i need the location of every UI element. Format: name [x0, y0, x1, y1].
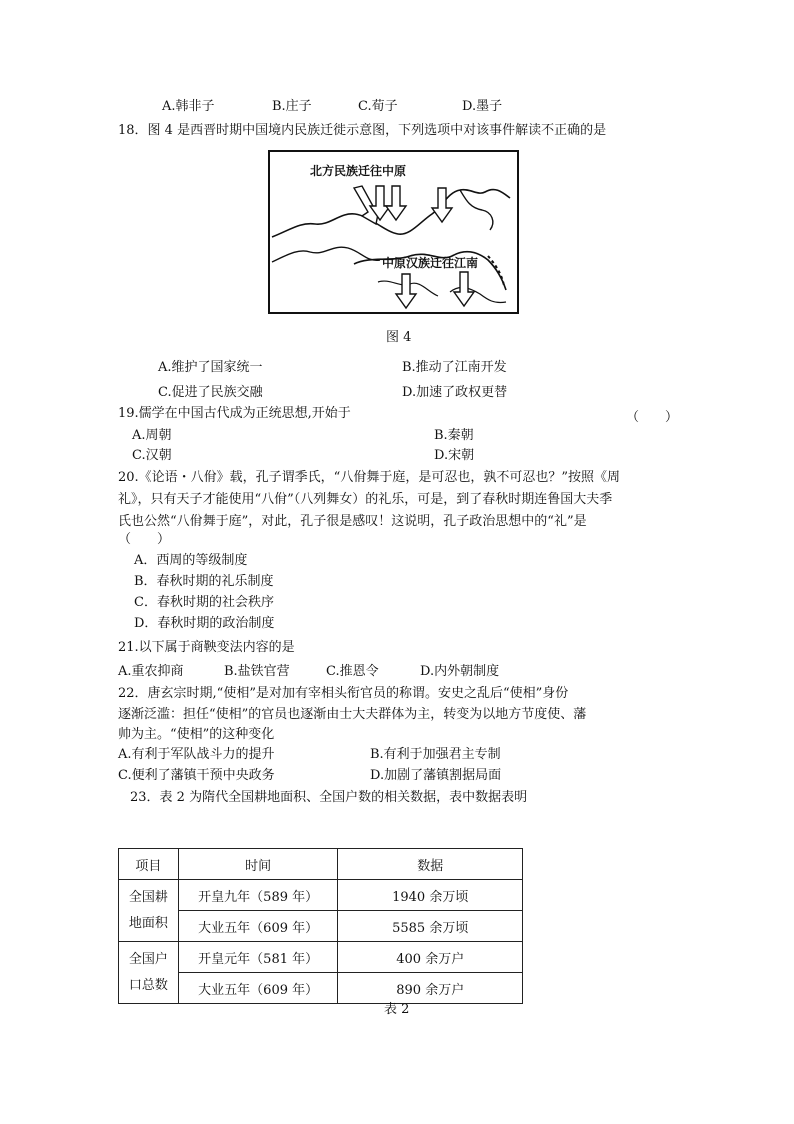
q21-stem: 21.以下属于商鞅变法内容的是 [118, 640, 295, 655]
q17-option-d: D.墨子 [462, 99, 503, 114]
q18-option-a: A.维护了国家统一 [158, 360, 263, 375]
q18-option-c: C.促进了民族交融 [158, 385, 263, 400]
q21-option-c: C.推恩令 [326, 664, 379, 679]
group-label-line: 地面积 [128, 915, 168, 931]
q18-stem: 18．图 4 是西晋时期中国境内民族迁徙示意图，下列选项中对该事件解读不正确的是 [118, 123, 607, 138]
q20-stem-line-1: 20.《论语・八佾》载，孔子谓季氏，“八佾舞于庭，是可忍也，孰不可忍也？”按照《周 [118, 470, 620, 485]
q23-stem: 23．表 2 为隋代全国耕地面积、全国户数的相关数据，表中数据表明 [130, 790, 528, 805]
q17-option-a: A.韩非子 [162, 99, 215, 114]
q20-stem-line-2: 礼》，只有天子才能使用“八佾”（八列舞女）的礼乐，可是，到了春秋时期连鲁国大夫季 [118, 492, 613, 507]
group-label-line: 口总数 [128, 977, 168, 993]
q22-stem-line-1: 22．唐玄宗时期,“使相”是对加有宰相头衔官员的称谓。安史之乱后“使相”身份 [118, 686, 569, 701]
q20-option-c: C．春秋时期的社会秩序 [134, 595, 274, 610]
arrow-south-1 [396, 274, 416, 308]
table-header-row [119, 849, 523, 880]
south-arrows [396, 272, 474, 308]
q19-option-d: D.宋朝 [434, 448, 475, 463]
table-header-cell: 项目 [119, 849, 179, 880]
data-table [118, 848, 523, 1004]
group-label-line: 全国耕 [128, 889, 168, 905]
q22-option-d: D.加剧了藩镇割据局面 [370, 768, 502, 783]
table-cell-value: 400 余万户 [338, 942, 523, 973]
q18-option-b: B.推动了江南开发 [402, 360, 507, 375]
table-caption: 表 2 [384, 1002, 410, 1017]
q19-option-b: B.秦朝 [434, 428, 474, 443]
q20-answer-blank: （ ） [118, 532, 171, 547]
table-cell-value: 1940 余万顷 [338, 880, 523, 911]
q22-stem-line-3: 帅为主。“使相”的这种变化 [118, 727, 275, 742]
q17-option-c: C.荀子 [358, 99, 398, 114]
peninsula-outline [460, 190, 493, 230]
q21-option-a: A.重农抑商 [118, 664, 184, 679]
arrow-north-3 [386, 186, 406, 220]
table-cell-value: 890 余万户 [338, 973, 523, 1004]
q20-option-b: B．春秋时期的礼乐制度 [134, 574, 274, 589]
table-group-label [119, 880, 179, 942]
table-row [119, 880, 523, 911]
q17-option-b: B.庄子 [272, 99, 312, 114]
table-row [119, 942, 523, 973]
north-arrows [354, 186, 452, 224]
q19-answer-blank: （ ） [626, 410, 679, 425]
q19-stem: 19.儒学在中国古代成为正统思想,开始于 [118, 406, 351, 421]
q22-option-b: B.有利于加强君主专制 [370, 747, 501, 762]
table-cell-time: 开皇元年（581 年） [178, 942, 338, 973]
table-header-cell: 数据 [338, 849, 523, 880]
map-label-north: 北方民族迁往中原 [310, 164, 407, 178]
q21-option-d: D.内外朝制度 [420, 664, 500, 679]
figure-caption: 图 4 [386, 330, 412, 345]
q20-option-a: A．西周的等级制度 [134, 553, 248, 568]
table-cell-time: 大业五年（609 年） [178, 973, 338, 1004]
q19-option-c: C.汉朝 [132, 448, 172, 463]
q21-option-b: B.盐铁官营 [224, 664, 290, 679]
table-cell-time: 开皇九年（589 年） [178, 880, 338, 911]
group-label-line: 全国户 [128, 951, 168, 967]
table-row [119, 911, 523, 942]
q20-option-d: D．春秋时期的政治制度 [134, 616, 275, 631]
q22-stem-line-2: 逐渐泛滥：担任“使相”的官员也逐渐由士大夫群体为主，转变为以地方节度使、藩 [118, 707, 587, 722]
table-cell-value: 5585 余万顷 [338, 911, 523, 942]
q22-option-c: C.便利了藩镇干预中央政务 [118, 768, 275, 783]
table-cell-time: 大业五年（609 年） [178, 911, 338, 942]
q22-option-a: A.有利于军队战斗力的提升 [118, 747, 275, 762]
table-header-cell: 时间 [178, 849, 338, 880]
table-row [119, 973, 523, 1004]
arrow-north-4 [432, 188, 452, 222]
table-group-label [119, 942, 179, 1004]
map-label-south: 中原汉族迁往江南 [382, 256, 479, 270]
q20-stem-line-3: 氏也公然“八佾舞于庭”，对此，孔子很是感叹！这说明，孔子政治思想中的“礼”是 [118, 514, 587, 529]
middle-boundary [272, 247, 380, 262]
q18-option-d: D.加速了政权更替 [402, 385, 508, 400]
q19-option-a: A.周朝 [132, 428, 172, 443]
migration-map-figure [268, 150, 519, 314]
